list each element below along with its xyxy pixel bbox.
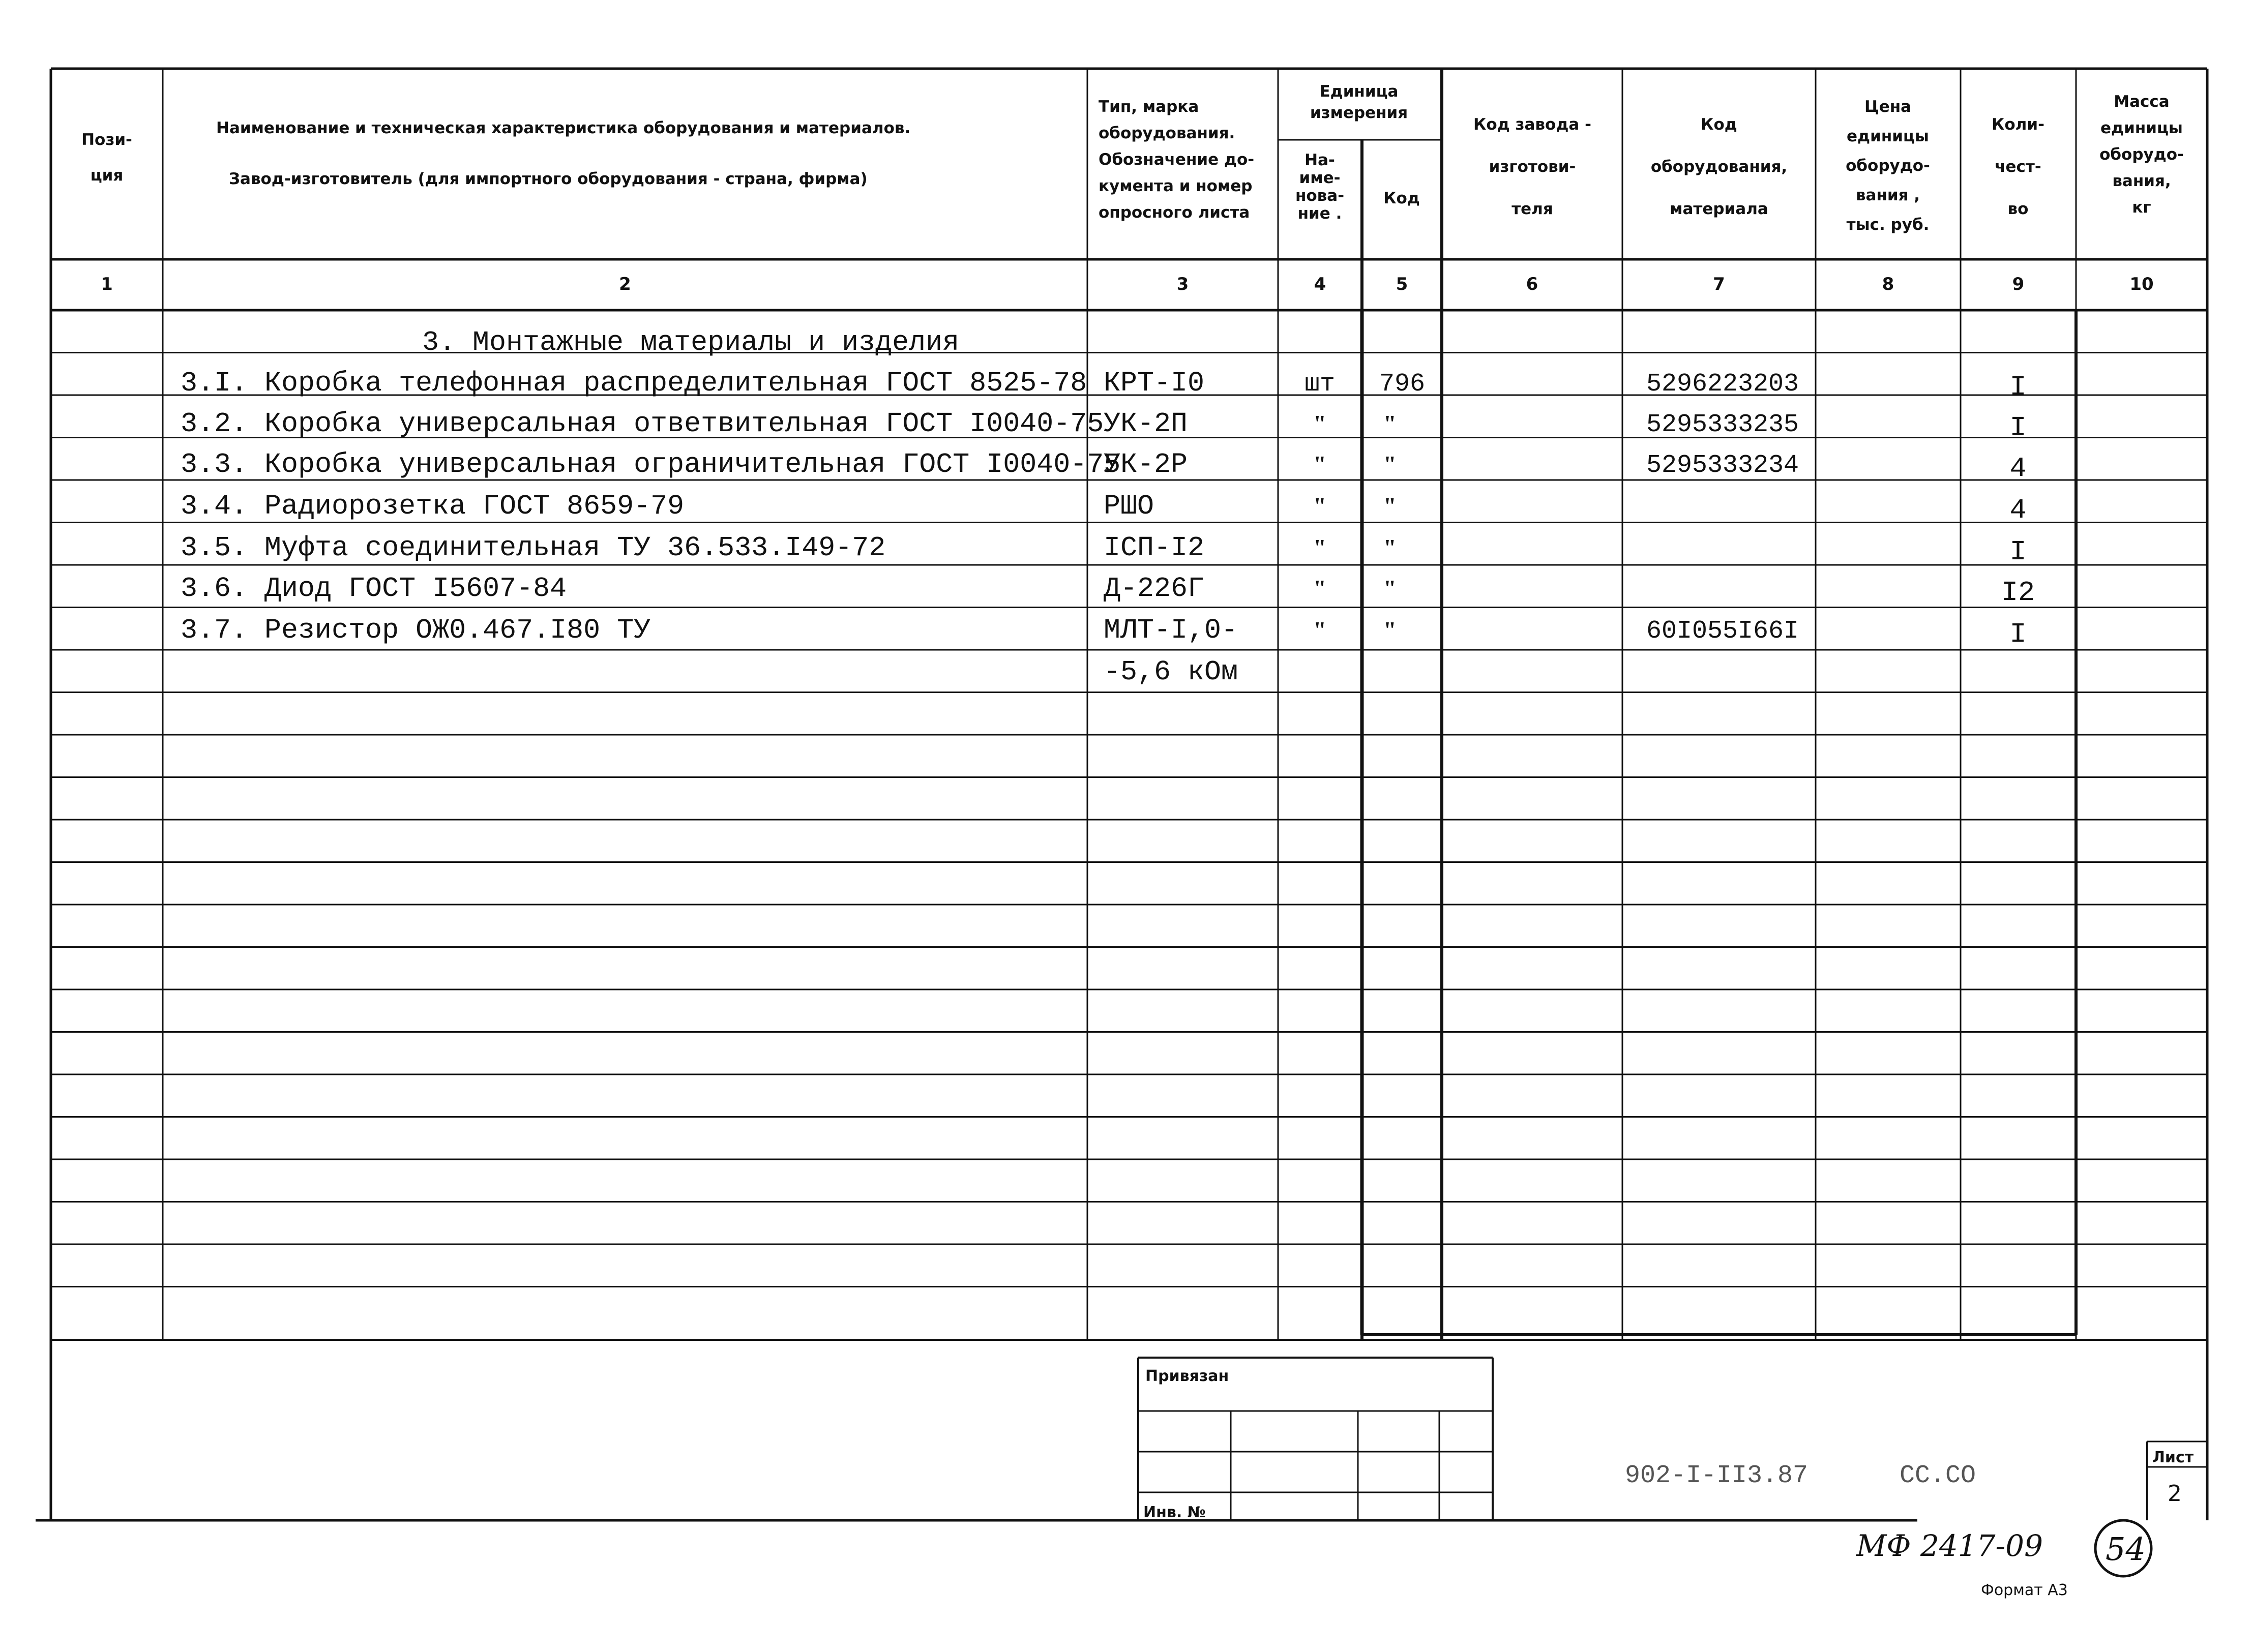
item-type: КРТ-I0 <box>1104 367 1205 399</box>
unit-code: " <box>1383 534 1397 560</box>
item-type: Д-226Г <box>1104 573 1205 605</box>
unit-name: " <box>1313 451 1326 477</box>
material-code: 5296223203 <box>1646 370 1799 399</box>
header-text: оборудо- <box>2099 145 2184 164</box>
column-number: 10 <box>2129 274 2154 294</box>
unit-code: " <box>1383 493 1397 519</box>
quantity: 4 <box>2009 453 2027 485</box>
unit-code: " <box>1383 451 1397 477</box>
quantity: I <box>2009 412 2027 444</box>
header-text: тыс. руб. <box>1846 216 1930 234</box>
item-type: РШО <box>1104 490 1154 522</box>
header-text: Единица <box>1319 82 1399 101</box>
item-type: УК-2П <box>1104 408 1188 440</box>
column-number: 2 <box>619 274 631 294</box>
header-text: нова- <box>1295 187 1345 205</box>
item-name: 3.I. Коробка телефонная распределительная ГОСТ 8525-78 <box>181 367 1087 399</box>
item-type: УК-2Р <box>1104 448 1188 480</box>
column-number: 7 <box>1713 274 1725 294</box>
table-grid <box>36 69 2207 1520</box>
unit-name: " <box>1313 575 1326 601</box>
header-text: вания , <box>1855 186 1920 204</box>
header-text: Тип, марка <box>1099 98 1199 116</box>
header-text: единицы <box>1847 127 1929 145</box>
item-name: 3.5. Муфта соединительная ТУ 36.533.I49-72 <box>181 532 886 564</box>
sheet-number: 2 <box>2168 1481 2182 1507</box>
header-text: вания, <box>2112 172 2171 190</box>
sheet-label: Лист <box>2152 1449 2194 1466</box>
unit-code: 796 <box>1379 370 1426 399</box>
material-code: 5295333235 <box>1646 410 1799 439</box>
unit-code: " <box>1383 617 1397 643</box>
column-number: 1 <box>101 274 113 294</box>
column-number: 6 <box>1526 274 1538 294</box>
unit-name: " <box>1313 617 1326 643</box>
header-text: ние . <box>1297 204 1342 223</box>
header-text: кумента и номер <box>1099 177 1253 195</box>
column-number: 3 <box>1176 274 1189 294</box>
header-text: материала <box>1670 200 1768 218</box>
header-text: кг <box>2132 198 2151 217</box>
unit-code: " <box>1383 575 1397 601</box>
item-name: 3.4. Радиорозетка ГОСТ 8659-79 <box>181 490 685 522</box>
quantity: I2 <box>2001 577 2035 609</box>
header-text: измерения <box>1310 104 1408 122</box>
column-number: 8 <box>1882 274 1894 294</box>
header-text: оборудования, <box>1650 158 1788 176</box>
document-code: СС.СО <box>1900 1461 1976 1490</box>
item-name: 3.2. Коробка универсальная ответвительная ГОСТ I0040-75 <box>181 408 1104 440</box>
header-text: оборудо- <box>1846 157 1930 175</box>
format-label: Формат А3 <box>1981 1581 2068 1599</box>
header-text: во <box>2007 200 2029 218</box>
header-text: Обозначение до- <box>1099 151 1255 169</box>
header-text: Завод-изготовитель (для импортного оборудования - страна, фирма) <box>229 170 868 188</box>
item-type: -5,6 кОм <box>1104 656 1238 688</box>
header-text: име- <box>1299 169 1341 187</box>
header-text: Наименование и техническая характеристика оборудования и материалов. <box>216 119 911 137</box>
header-text: опросного листа <box>1099 203 1250 222</box>
header-text: Код завода - <box>1473 115 1591 134</box>
title-block <box>1143 1367 2194 1521</box>
column-number: 5 <box>1396 274 1408 294</box>
table-body <box>181 326 2035 688</box>
unit-name: " <box>1313 534 1326 560</box>
item-name: 3.3. Коробка универсальная ограничительная ГОСТ I0040-75 <box>181 448 1121 480</box>
header-text: оборудования. <box>1099 124 1235 142</box>
unit-name: " <box>1313 410 1326 436</box>
circled-number: 54 <box>2106 1530 2146 1568</box>
item-name: 3.6. Диод ГОСТ I5607-84 <box>181 573 567 605</box>
section-title: 3. Монтажные материалы и изделия <box>422 326 960 358</box>
footer <box>1856 1520 2151 1599</box>
inventory-label: Инв. № <box>1143 1504 1206 1521</box>
header-text: Пози- <box>81 131 132 149</box>
material-code: 60I055I66I <box>1646 617 1799 646</box>
header-text: На- <box>1305 151 1335 169</box>
header-text: изготови- <box>1489 158 1576 176</box>
quantity: I <box>2009 536 2027 568</box>
header-text: Код <box>1383 189 1420 207</box>
privyazan-label: Привязан <box>1145 1367 1229 1385</box>
header-text: Цена <box>1864 98 1912 116</box>
quantity: 4 <box>2009 494 2027 526</box>
column-number: 9 <box>2012 274 2025 294</box>
item-type: МЛТ-I,0- <box>1104 614 1238 646</box>
material-code: 5295333234 <box>1646 451 1799 480</box>
header-text: ция <box>90 166 124 185</box>
header-texts <box>81 82 2184 294</box>
handwritten-code: МФ 2417-09 <box>1856 1528 2043 1563</box>
header-text: чест- <box>1995 158 2041 176</box>
quantity: I <box>2009 371 2027 403</box>
header-text: теля <box>1511 200 1553 218</box>
header-text: Код <box>1701 115 1737 134</box>
item-type: IСП-I2 <box>1104 532 1205 564</box>
item-name: 3.7. Резистор ОЖ0.467.I80 ТУ <box>181 614 651 646</box>
document-number: 902-I-II3.87 <box>1625 1461 1809 1490</box>
header-text: Масса <box>2114 93 2170 111</box>
unit-name: " <box>1313 493 1326 519</box>
header-text: Коли- <box>1992 115 2044 134</box>
header-text: единицы <box>2100 119 2183 137</box>
column-number: 4 <box>1314 274 1326 294</box>
quantity: I <box>2009 618 2027 650</box>
unit-code: " <box>1383 410 1397 436</box>
unit-name: шт <box>1304 370 1336 399</box>
